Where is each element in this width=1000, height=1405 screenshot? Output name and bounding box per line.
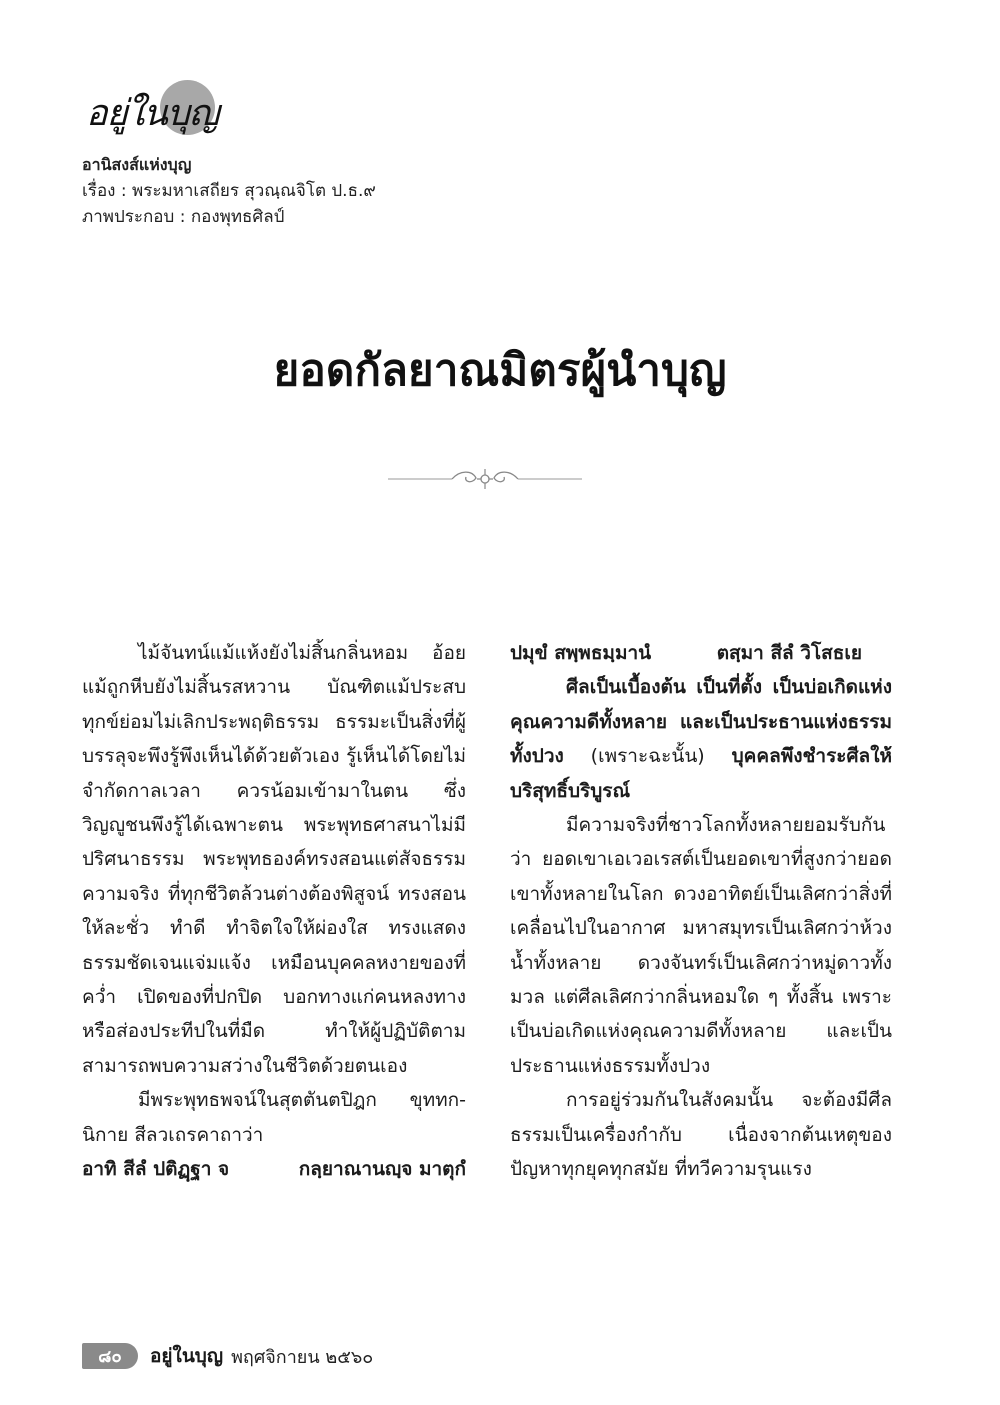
footer-issue: พฤศจิกายน ๒๕๖๐ xyxy=(231,1346,374,1368)
left-column xyxy=(82,636,466,1187)
magazine-logo xyxy=(82,78,222,148)
page-footer xyxy=(82,1341,373,1371)
verse-2a: ปมุขํ สพฺพธมฺมานํ xyxy=(510,642,652,664)
ornament-divider xyxy=(388,466,582,492)
article-meta xyxy=(82,152,376,230)
pali-verse-line-1 xyxy=(82,1152,466,1186)
author-line: เรื่อง : พระมหาเสถียร สุวณฺณจิโต ป.ธ.๙ xyxy=(82,181,376,201)
translation-bold-1: ศีลเป็นเบื้องต้น เป็นที่ตั้ง เป็นบ่อเกิดแห่งคุณความดีทั้งหลาย และเป็นประธานแห่งธรรมทั้งปวง xyxy=(510,676,892,768)
right-paragraph-1: มีความจริงที่ชาวโลกทั้งหลายยอมรับกันว่า ยอดเขาเอเวอเรสต์เป็นยอดเขาที่สูงกว่ายอดเขาทั้งหลายในโลก ดวงอาทิตย์เป็นเลิศกว่าสิ่งที่เคลื่อนไปในอากาศ มหาสมุทรเป็นเลิศกว่าห้วงน้ำทั้งหลาย ดวงจันทร์เป็นเลิศกว่าหมู่ดาวทั้งมวล แต่ศีลเลิศกว่ากลิ่นหอมใด ๆ ทั้งสิ้น เพราะเป็นบ่อเกิดแห่งคุณความดีทั้งหลาย และเป็นประธานแห่งธรรมทั้งปวง xyxy=(510,814,892,1077)
verse-translation xyxy=(510,670,892,808)
footer-magazine-name: อยู่ในบุญ xyxy=(150,1345,224,1367)
pali-verse-line-2 xyxy=(510,636,892,670)
logo-text: อยู่ในบุญ xyxy=(86,93,219,134)
illustrator-line: ภาพประกอบ : กองพุทธศิลป์ xyxy=(82,207,285,227)
verse-2b: ตสฺมา สีลํ วิโสธเย xyxy=(716,642,862,664)
verse-1a: อาทิ สีลํ ปติฏฺฐา จ xyxy=(82,1158,230,1181)
section-title: อานิสงส์แห่งบุญ xyxy=(82,155,192,174)
translation-bold-2: บุคคลพึงชำระศีลให้บริสุทธิ์บริบูรณ์ xyxy=(510,745,892,802)
article-title: ยอดกัลยาณมิตรผู้นำบุญ xyxy=(273,345,727,396)
right-column xyxy=(510,636,892,1187)
left-paragraph-2: มีพระพุทธพจน์ในสุตตันตปิฎก ขุททก-นิกาย สีลวเถรคาถาว่า xyxy=(82,1089,466,1146)
left-paragraph-1: ไม้จันทน์แม้แห้งยังไม่สิ้นกลิ่นหอม อ้อยแม้ถูกหีบยังไม่สิ้นรสหวาน บัณฑิตแม้ประสบทุกข์ย่อมไม่เลิกประพฤติธรรม ธรรมะเป็นสิ่งที่ผู้บรรลุจะพึงรู้พึงเห็นได้ด้วยตัวเอง รู้เห็นได้โดยไม่จำกัดกาลเวลา ควรน้อมเข้ามาในตน ซึ่งวิญญูชนพึงรู้ได้เฉพาะตน พระพุทธศาสนาไม่มีปริศนาธรรม พระพุทธองค์ทรงสอนแต่สัจธรรมความจริง ที่ทุกชีวิตล้วนต่างต้องพิสูจน์ ทรงสอนให้ละชั่ว ทำดี ทำจิตใจให้ผ่องใส ทรงแสดงธรรมชัดเจนแจ่มแจ้ง เหมือนบุคคลหงายของที่คว่ำ เปิดของที่ปกปิด บอกทางแก่คนหลงทาง หรือส่องประทีปในที่มืด ทำให้ผู้ปฏิบัติตามสามารถพบความสว่างในชีวิตด้วยตนเอง xyxy=(82,642,466,1077)
right-paragraph-2: การอยู่ร่วมกันในสังคมนั้น จะต้องมีศีลธรรมเป็นเครื่องกำกับ เนื่องจากต้นเหตุของปัญหาทุกยุคทุกสมัย ที่ทวีความรุนแรง xyxy=(510,1089,892,1181)
translation-paren: (เพราะฉะนั้น) xyxy=(563,745,732,768)
page-number: ๘๐ xyxy=(82,1343,138,1369)
verse-1b: กลฺยาณานญฺจ มาตุกํ xyxy=(298,1158,466,1181)
